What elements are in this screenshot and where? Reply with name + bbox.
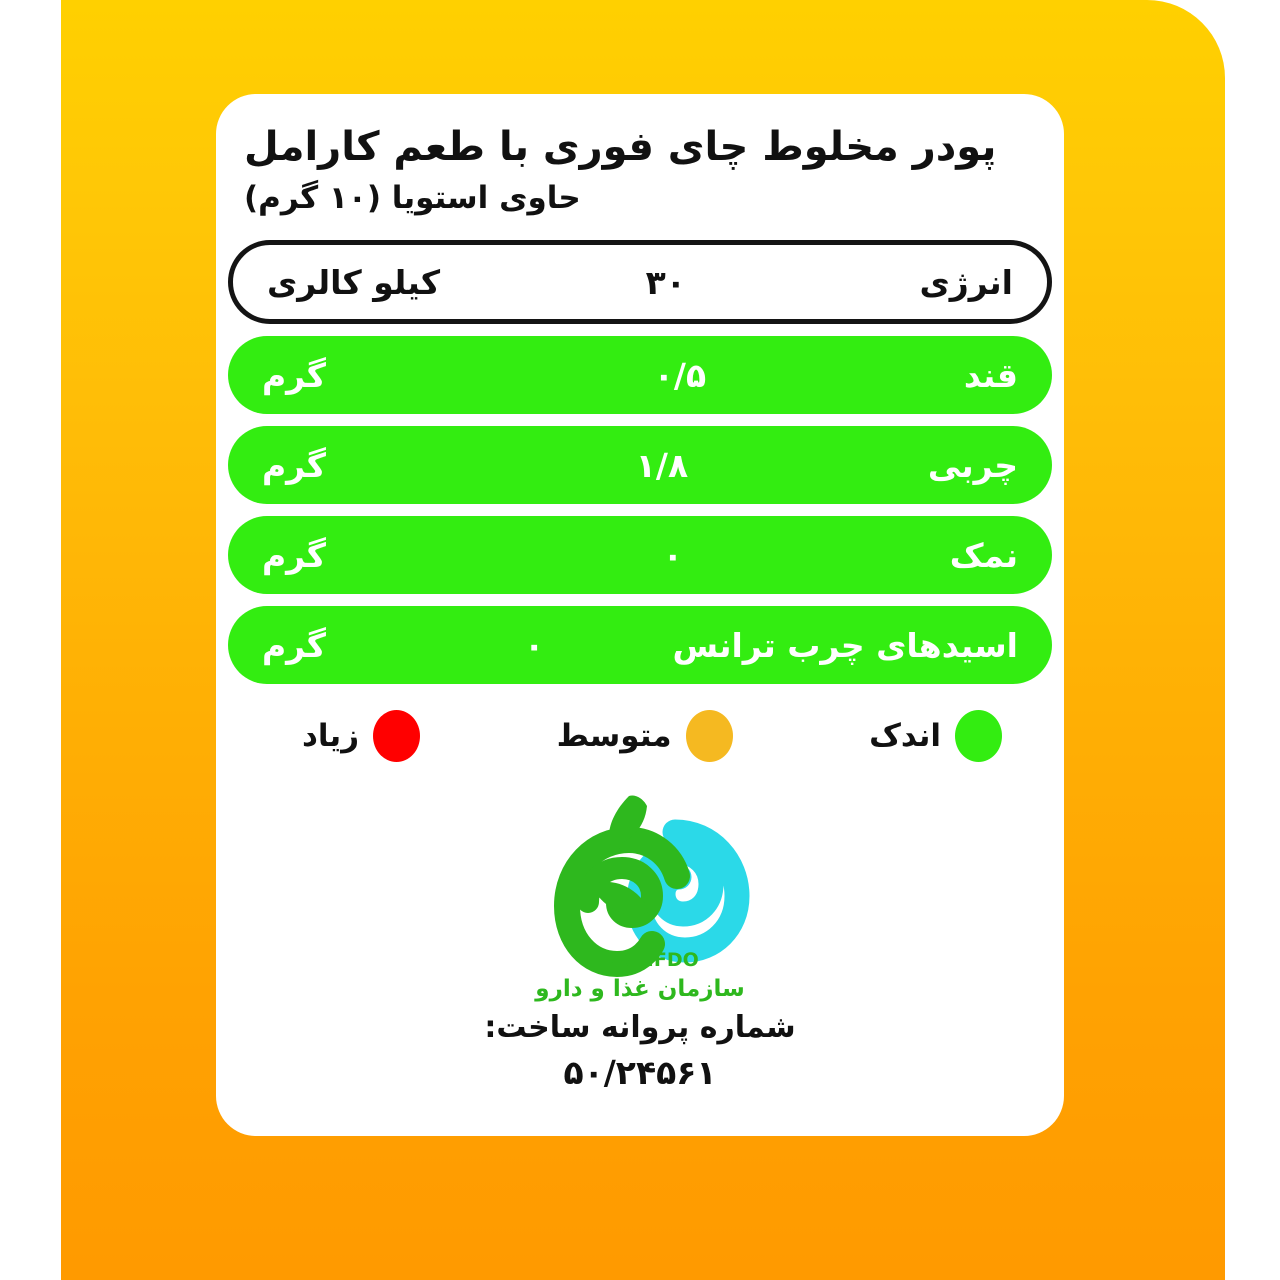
product-title: پودر مخلوط چای فوری با طعم کارامل: [244, 124, 997, 170]
nutrient-value: ۱/۸: [635, 445, 689, 485]
nutrient-value: ۳۰: [645, 262, 686, 302]
nutrient-unit: گرم: [262, 625, 326, 665]
nutrient-name: چربی: [927, 445, 1018, 485]
license-label: شماره پروانه ساخت:: [484, 1010, 796, 1046]
fdo-logo-block: [216, 784, 1064, 1002]
green-dot-icon: [955, 710, 1002, 762]
nutrition-label-card: [216, 94, 1064, 1136]
traffic-light-legend: [216, 696, 1064, 762]
nutrition-row-sugar: [228, 336, 1052, 414]
nutrient-unit: کیلو کالری: [267, 262, 441, 302]
nutrition-row-salt: [228, 516, 1052, 594]
red-dot-icon: [373, 710, 420, 762]
nutrient-unit: گرم: [262, 445, 326, 485]
nutrition-rows: [216, 240, 1064, 684]
legend-item-medium: [557, 710, 733, 762]
nutrient-name: نمک: [949, 535, 1018, 575]
product-subtitle: حاوی استویا (۱۰ گرم): [244, 180, 581, 216]
amber-dot-icon: [686, 710, 733, 762]
nutrient-value: ۰: [662, 535, 683, 575]
legend-label-medium: متوسط: [556, 718, 672, 755]
nutrient-value: ۰/۵: [653, 355, 707, 395]
nutrient-name: قند: [963, 355, 1018, 395]
fdo-organization-name: سازمان غذا و دارو: [535, 976, 745, 1003]
legend-label-low: اندک: [869, 718, 941, 755]
nutrient-unit: گرم: [262, 535, 326, 575]
fdo-apple-logo-icon: [525, 784, 755, 984]
license-number: ۵۰/۲۴۵۶۱: [563, 1052, 717, 1092]
legend-item-low: [869, 710, 1002, 762]
nutrition-row-fat: [228, 426, 1052, 504]
label-header: [216, 94, 1064, 218]
fdo-acronym-text: I.R.I.FDO: [603, 949, 699, 972]
license-block: [216, 1008, 1064, 1095]
nutrition-row-trans-fat: [228, 606, 1052, 684]
nutrient-unit: گرم: [262, 355, 326, 395]
nutrient-value: ۰: [524, 625, 545, 665]
legend-item-high: [302, 710, 420, 762]
nutrient-name: انرژی: [919, 262, 1013, 302]
nutrition-row-energy: [228, 240, 1052, 324]
nutrient-name: اسیدهای چرب ترانس: [672, 625, 1018, 665]
legend-label-high: زیاد: [302, 718, 360, 755]
